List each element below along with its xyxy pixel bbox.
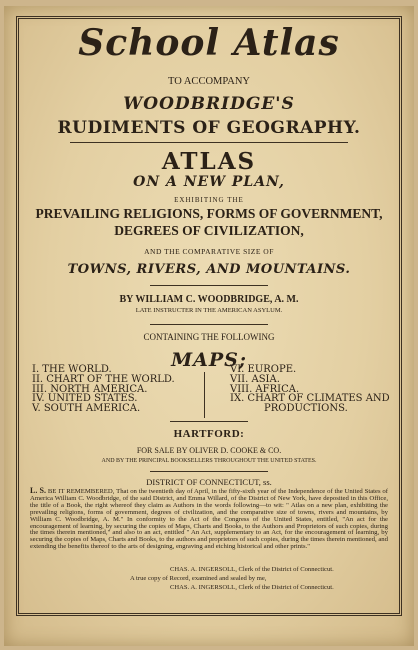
containing-text: CONTAINING THE FOLLOWING	[143, 332, 275, 342]
map-item: VIII. AFRICA.	[230, 383, 300, 395]
clerk-signature: CHAS. A. INGERSOLL, Clerk of the District of Connecticut.	[170, 566, 334, 573]
map-item: VI. EUROPE.	[230, 364, 297, 375]
atlas-heading: ATLAS	[161, 148, 257, 175]
map-item: IX. CHART OF CLIMATES AND	[230, 393, 390, 405]
map-item: III. NORTH AMERICA.	[32, 383, 148, 395]
district-heading: DISTRICT OF CONNECTICUT, ss.	[146, 477, 272, 487]
divider-rule	[150, 285, 268, 286]
seller-line: FOR SALE BY OLIVER D. COOKE & CO.	[136, 446, 282, 455]
maps-divider	[204, 372, 205, 418]
map-item: PRODUCTIONS.	[264, 403, 348, 415]
map-item: VII. ASIA.	[230, 373, 280, 385]
publication-place: HARTFORD:	[173, 428, 245, 440]
map-item: IV. UNITED STATES.	[32, 393, 138, 405]
new-plan-heading: ON A NEW PLAN,	[133, 174, 285, 190]
clerk-signature: CHAS. A. INGERSOLL, Clerk of the District of Connecticut.	[170, 584, 334, 591]
divider-rule	[150, 471, 268, 472]
seal-mark: L. S.	[30, 486, 46, 495]
divider-rule	[70, 142, 348, 143]
copyright-notice	[30, 488, 388, 551]
author-credential: LATE INSTRUCTER IN THE AMERICAN ASYLUM.	[135, 307, 283, 314]
book-title: RUDIMENTS OF GEOGRAPHY.	[57, 118, 361, 138]
exhibiting-text: EXHIBITING THE	[174, 196, 244, 204]
copyright-text: BE IT REMEMBERED, That on the twentieth day of April, in the fifty-sixth year of the Independence of the United States of America William C. Woodbridge, of the said District, and Emma Willard, of the District of New York, have deposited in this Office, the title of a Book, the right whereof they claim as Authors in the words following—to wit: " Atlas on a new plan, exhibiting the prevailing religions, forms of government, degrees of civilization, and the comparative size of towns, rivers and mountains, by William C. Woodbridge, A. M." In conformity to the Act of the Congress of the United States, entitled, "An act for the encouragement of learning, by securing the copies of Maps, Charts and Books, to the Authors and Proprietors of such copies, during the times therein mentioned," and also to an act, entitled " An Act, supplementary to an Act, for the encouragement of learning, by securing the copies of Maps, Charts and Books, to the authors and proprietors of such copies, during the times therein mentioned, and extending the benefits thereof to the arts of designing, engraving and etching historical and other prints."	[30, 488, 389, 551]
author-book-name: WOODBRIDGE'S	[123, 94, 295, 114]
map-item: II. CHART OF THE WORLD.	[32, 373, 175, 385]
subject-line-2: DEGREES OF CIVILIZATION,	[114, 223, 304, 238]
map-item: V. SOUTH AMERICA.	[32, 403, 141, 415]
main-title: School Atlas	[78, 22, 340, 64]
true-copy-line: A true copy of Record, examined and sealed by me,	[130, 575, 267, 582]
comparative-text: AND THE COMPARATIVE SIZE OF	[144, 247, 274, 256]
divider-rule	[150, 324, 268, 325]
to-accompany-text: TO ACCOMPANY	[168, 76, 250, 87]
byline: BY WILLIAM C. WOODBRIDGE, A. M.	[119, 294, 299, 305]
map-item: I. THE WORLD.	[32, 364, 112, 375]
maps-list-left	[32, 365, 175, 414]
booksellers-line: AND BY THE PRINCIPAL BOOKSELLERS THROUGHOUT THE UNITED STATES.	[101, 458, 317, 464]
towns-heading: TOWNS, RIVERS, AND MOUNTAINS.	[67, 262, 351, 277]
maps-list-right	[230, 365, 390, 414]
subject-line-1: PREVAILING RELIGIONS, FORMS OF GOVERNMENT,	[35, 206, 383, 221]
divider-rule	[170, 421, 248, 422]
maps-heading: MAPS;	[171, 349, 247, 371]
